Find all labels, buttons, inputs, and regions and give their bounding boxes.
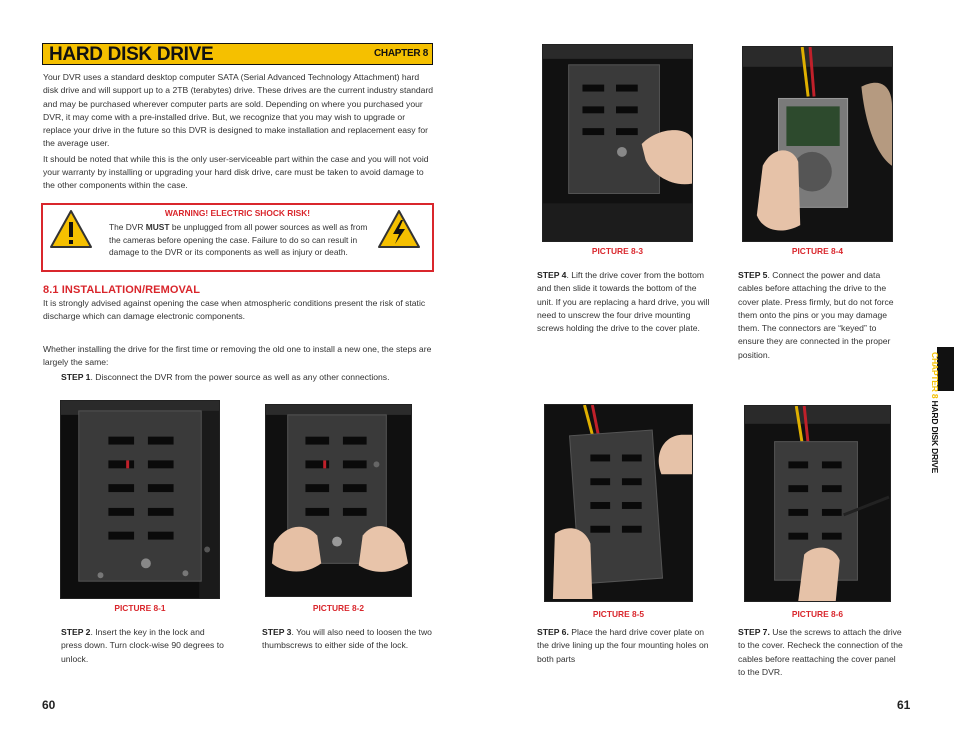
caption-8-1: PICTURE 8-1 [114,603,166,613]
step-1-text: . Disconnect the DVR from the power source as well as any other connections. [90,372,390,382]
step-4 [537,269,711,335]
step-5 [738,269,904,362]
caption-8-6: PICTURE 8-6 [791,609,844,619]
page-number-right: 61 [897,698,911,712]
step-6 [537,626,711,666]
step-7-label: STEP 7. [738,627,770,637]
step-4-text: . Lift the drive cover from the bottom and then slide it towards the bottom of the unit. If you are replacing a hard drive, you will need to unscrew the four drive mounting screws holding the drive to the cover plate. [537,270,710,334]
step-2 [61,626,227,666]
side-tab-chapter: CHAPTER 8 [930,352,940,399]
chapter-label: CHAPTER 8 [374,48,428,59]
section-paragraph-2: Whether installing the drive for the first time or removing the old one to install a new one, the steps are largely the same: [43,344,432,368]
chapter-side-label [926,352,940,474]
side-tab-title: HARD DISK DRIVE [930,398,940,474]
photo-8-3 [542,44,693,242]
warning-text [49,221,371,259]
lightning-bolt-icon [377,209,421,249]
step-2-text: . Insert the key in the lock and press down. Turn clock-wise 90 degrees to unlock. [61,627,224,664]
step-4-label: STEP 4 [537,270,567,280]
caption-8-5: PICTURE 8-5 [592,609,645,619]
step-3 [262,626,435,653]
step-3-text: . You will also need to loosen the two thumbscrews to either side of the lock. [262,627,432,651]
step-5-text: . Connect the power and data cables before attaching the drive to the cover plate. Press firmly, but do not force them onto the pins or you may damage them. The connectors are “keyed” to ensure they are connected in the proper position. [738,270,894,360]
step-1-label: STEP 1 [61,372,91,382]
step-7 [738,626,904,679]
warning-box [41,203,434,272]
warning-text-post: be unplugged from all power sources as well as from the cameras before opening the case. Failure to do so can result in damage to the DVR or its components as well as injury or death. [109,222,368,257]
intro-text [43,71,435,195]
intro-paragraph-2: It should be noted that while this is the only user-serviceable part within the case and you will not void your warranty by installing or upgrading your hard disk drive, care must be taken to avoid damage to the other components within the case. [43,153,429,191]
photo-8-6 [744,405,891,602]
photo-8-4 [742,46,893,242]
step-7-text: Use the screws to attach the drive to the cover. Recheck the connection of the cables before reattaching the cover panel to the DVR. [738,627,903,677]
photo-8-1 [60,400,220,599]
warning-text-bold: MUST [145,222,170,232]
step-6-label: STEP 6. [537,627,569,637]
caption-8-2: PICTURE 8-2 [312,603,365,613]
warning-title: WARNING! ELECTRIC SHOCK RISK! [164,208,311,218]
chapter-title-bar [42,43,433,65]
photo-8-2 [265,404,412,597]
step-6-text: Place the hard drive cover plate on the drive lining up the four mounting holes on both parts [537,627,709,664]
step-2-label: STEP 2 [61,627,91,637]
caption-8-4: PICTURE 8-4 [791,246,844,256]
step-1 [61,371,433,384]
step-3-label: STEP 3 [262,627,292,637]
section-paragraph-1: It is strongly advised against opening the case when atmospheric conditions present the risk of static discharge which can damage electronic components. [43,298,426,322]
section-heading: 8.1 INSTALLATION/REMOVAL [43,284,201,296]
photo-8-5 [544,404,693,602]
warning-text-pre: The DVR [109,222,146,232]
page-title: HARD DISK DRIVE [49,44,214,65]
page-number-left: 60 [42,698,56,712]
intro-paragraph-1: Your DVR uses a standard desktop computer SATA (Serial Advanced Technology Attachment) hard disk drive and will support up to a 2TB (terabytes) drive. These drives are the current industry standard and may be purchased wherever computer parts are sold. Depending on where you purchased your DVR, it may come with a pre-installed drive. But, we recognize that you may wish to upgrade or replace your drive in the future so this DVR is designed to make installation and replacement easy for the average user. [43,72,434,149]
step-5-label: STEP 5 [738,270,768,280]
caption-8-3: PICTURE 8-3 [591,246,644,256]
